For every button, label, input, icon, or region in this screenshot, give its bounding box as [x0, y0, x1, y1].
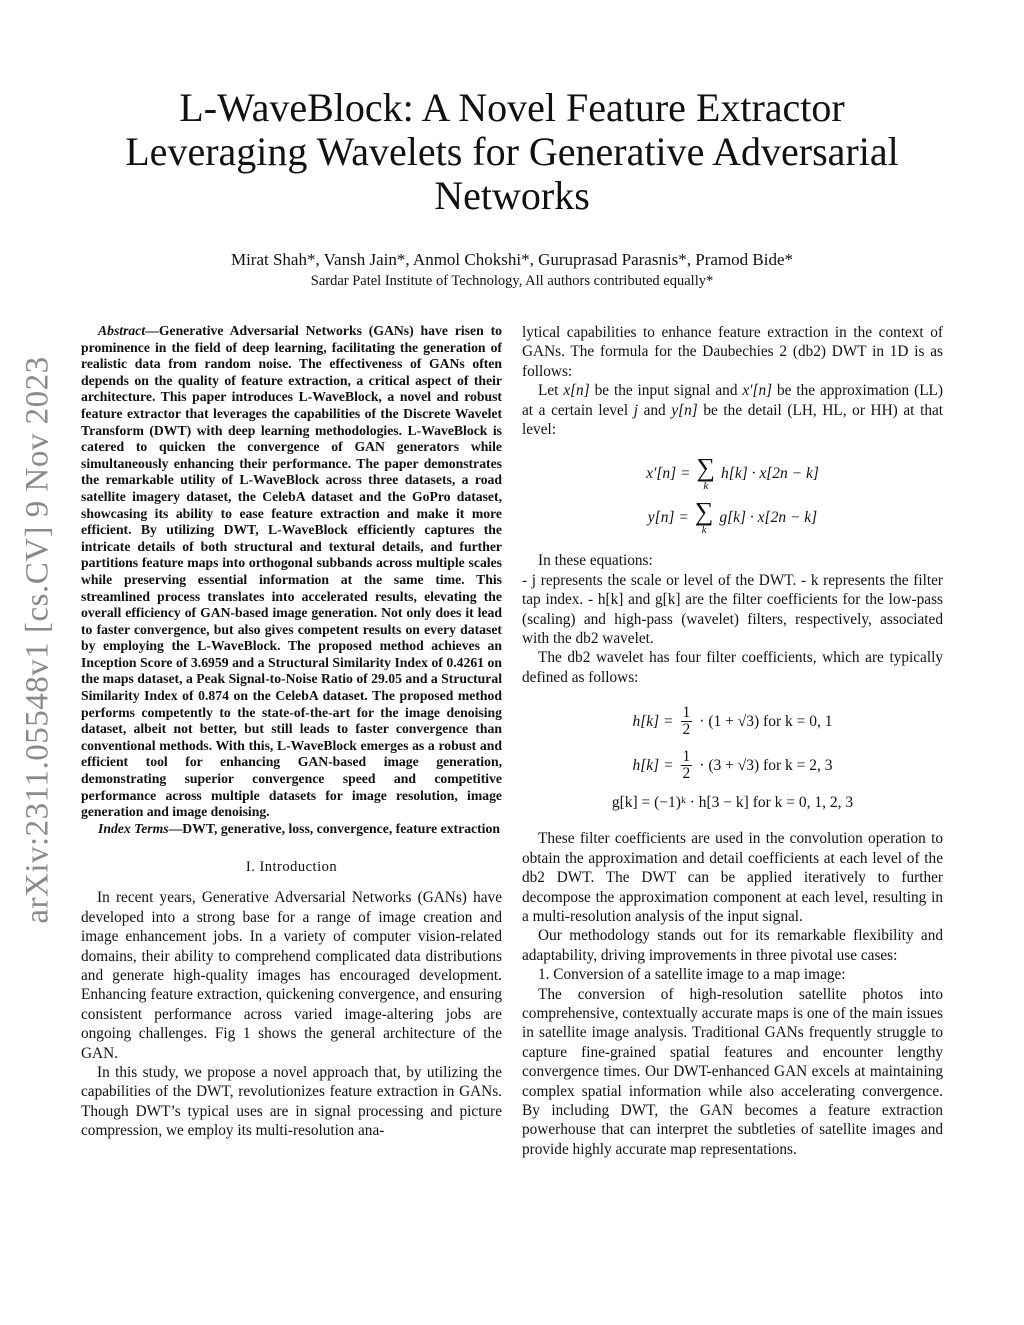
coefficient-equation-2	[522, 743, 943, 787]
text-run: be the input signal and	[589, 382, 743, 400]
fraction-denominator: 2	[682, 764, 691, 782]
equations-note: In these equations:	[538, 552, 653, 570]
filter-paragraph: These filter coefficients are used in the convolution operation to obtain the approximation and detail coefficients at each level of the db2 DWT. The DWT can be applied iteratively to further decompose the approximation component at each level, resulting in a multi-resolution analysis of the input signal.	[522, 830, 943, 925]
methodology-paragraph: Our methodology stands out for its remarkable flexibility and adaptability, driving improvements in three pivotal use cases:	[522, 927, 943, 964]
math-run: j	[633, 401, 638, 419]
fraction-numerator: 1	[682, 747, 691, 765]
arxiv-sidebar	[0, 0, 80, 1325]
equation-approximation	[522, 451, 943, 495]
left-column	[81, 323, 502, 1141]
dwt-equations	[522, 451, 943, 539]
abstract-label: Abstract	[98, 323, 146, 338]
intro-paragraph-2: In this study, we propose a novel approach that, by utilizing the capabilities of the DWT, revolutionizes feature extraction in GANs. Though DWT’s typical uses are in signal processing and picture compression, we employ its multi-resolution ana-	[81, 1064, 502, 1140]
fraction	[681, 705, 693, 739]
db2-intro: The db2 wavelet has four filter coefficients, which are typically defined as follows:	[522, 649, 943, 686]
abstract-text: —Generative Adversarial Networks (GANs) have risen to prominence in the field of deep learning, facilitating the generation of realistic data from random noise. The effectiveness of GANs often depends on the quality of feature extraction, a critical aspect of their architecture. This paper introduces L-WaveBlock, a novel and robust feature extractor that leverages the capabilities of the Discrete Wavelet Transform (DWT) with deep learning methodologies. L-WaveBlock is catered to quicken the convergence of GAN generators while simultaneously enhancing their performance. The paper demonstrates the remarkable utility of L-WaveBlock across three datasets, a road satellite imagery dataset, the CelebA dataset and the GoPro dataset, showcasing its ability to ease feature extraction and make it more efficient. By utilizing DWT, L-WaveBlock efficiently captures the intricate details of both structural and textural details, and further partitions feature maps into orthogonal subbands across multiple scales while preserving essential information at the same time. This streamlined process translates into accelerated results, elevating the overall efficiency of GAN-based image generation. Not only does it lead to faster convergence, but also gives competent results on every dataset by employing the L-WaveBlock. The proposed method achieves an Inception Score of 3.6959 and a Structural Similarity Index of 0.4261 on the maps dataset, a Peak Signal-to-Noise Ratio of 29.05 and a Structural Similarity Index of 0.874 on the CelebA dataset. The proposed method performs competently to the state-of-the-art for the image denoising dataset, albeit not better, but still leads to faster convergence than conventional methods. With this, L-WaveBlock emerges as a robust and efficient tool for enhancing GAN-based image generation, demonstrating superior convergence speed and competitive performance across multiple datasets for image resolution, image generation and image denoising.	[81, 323, 502, 820]
affiliation: Sardar Patel Institute of Technology, All authors contributed equally*	[310, 273, 714, 289]
index-terms-label: Index Terms	[98, 820, 169, 836]
fraction	[681, 749, 693, 783]
equation-rhs: h[k] · x[2n − k]	[721, 464, 819, 482]
index-terms-text: —DWT, generative, loss, convergence, feature extraction	[168, 820, 500, 836]
sum-index: k	[703, 479, 709, 492]
conversion-paragraph: The conversion of high-resolution satellite photos into comprehensive, contextually accurate maps is one of the main issues in satellite image analysis. Traditional GANs frequently struggle to capture fine-grained spatial features and encounter lengthy convergence times. Our DWT-enhanced GAN excels at maintaining complex spatial information while also accelerating convergence. By including DWT, the GAN becomes a feature extraction powerhouse that can interpret the subtleties of satellite images and provide highly accurate map representations.	[522, 985, 943, 1158]
sum-index: k	[701, 523, 707, 536]
right-column	[522, 323, 943, 1159]
equation-full: g[k] = (−1)ᵏ · h[3 − k] for k = 0, 1, 2, 3	[611, 793, 854, 811]
equation-lhs: h[k] =	[632, 756, 674, 774]
definitions: - j represents the scale or level of the DWT. - k represents the filter tap index. - h[k] and g[k] are the filter coefficients for the low-pass (scaling) and high-pass (wavelet) filters, respectively, associated with the db2 wavelet.	[522, 571, 943, 648]
paper-title: L-WaveBlock: A Novel Feature Extractor Leveraging Wavelets for Generative Adversarial Networks	[125, 85, 899, 218]
math-run: x[n]	[563, 382, 590, 400]
equation-lhs: y[n] =	[647, 508, 689, 526]
use-case-heading: 1. Conversion of a satellite image to a map image:	[538, 966, 846, 984]
equation-lhs: x′[n] =	[646, 464, 691, 482]
intro-paragraph-1: In recent years, Generative Adversarial Networks (GANs) have developed into a strong base for a range of image creation and image enhancement jobs. In a variety of computer vision-related domains, their ability to comprehend complicated data distributions and generate high-quality images has encouraged development. Enhancing feature extraction, quickening convergence, and ensuring consistent performance across varied image-altering jobs are ongoing challenges. Fig 1 shows the general architecture of the GAN.	[81, 889, 502, 1062]
sum-symbol-icon: ∑ k	[696, 452, 716, 492]
math-run: y[n]	[671, 401, 698, 419]
section-heading: I. Introduction	[245, 859, 338, 876]
equation-rhs: g[k] · x[2n − k]	[719, 508, 818, 526]
continued-paragraph: lytical capabilities to enhance feature extraction in the context of GANs. The formula for the Daubechies 2 (db2) DWT in 1D is as follows:	[522, 324, 943, 380]
abstract-paragraph	[81, 323, 502, 821]
let-paragraph	[522, 381, 943, 439]
coefficient-equation-1	[522, 699, 943, 743]
coefficient-equations	[522, 699, 943, 817]
index-terms	[81, 821, 502, 838]
abstract	[81, 323, 502, 837]
author-list: Mirat Shah*, Vansh Jain*, Anmol Chokshi*, Guruprasad Parasnis*, Pramod Bide*	[230, 250, 794, 269]
sum-symbol-icon: ∑ k	[694, 496, 714, 536]
equation-lhs: h[k] =	[632, 712, 674, 730]
equation-rhs: · (3 + √3) for k = 2, 3	[699, 756, 833, 774]
math-run: x′[n]	[742, 382, 773, 400]
text-run: and	[637, 401, 672, 419]
coefficient-equation-3	[522, 787, 943, 817]
arxiv-identifier: arXiv:2311.05548v1 [cs.CV] 9 Nov 2023	[19, 356, 56, 924]
introduction-body	[81, 888, 502, 1140]
text-run: Let	[538, 382, 564, 400]
text-run: be the approximation (LL) at a certain level	[522, 382, 943, 419]
equation-rhs: · (1 + √3) for k = 0, 1	[699, 712, 833, 730]
fraction-denominator: 2	[682, 720, 691, 738]
equation-detail	[522, 495, 943, 539]
fraction-numerator: 1	[682, 703, 691, 721]
text-run: be the detail (LH, HL, or HH) at that level:	[522, 401, 944, 439]
